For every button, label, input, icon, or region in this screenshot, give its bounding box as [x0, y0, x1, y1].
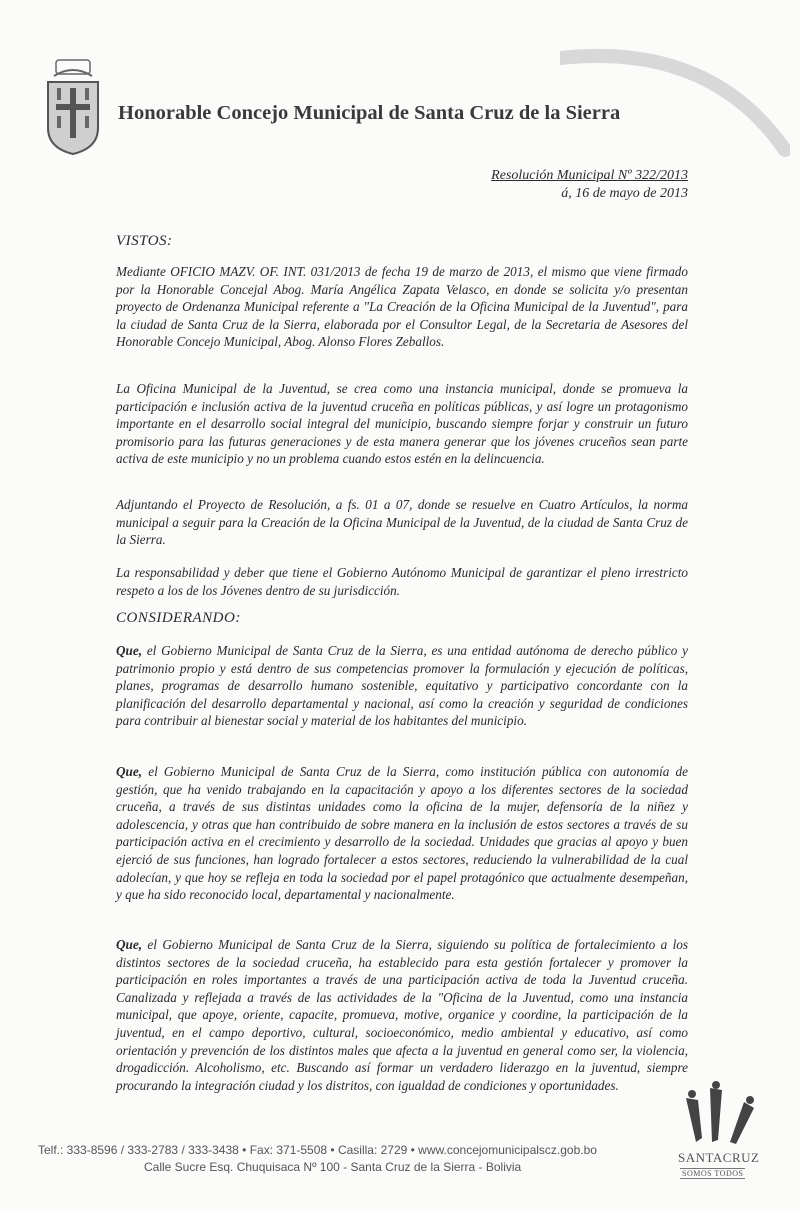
considerando-paragraph-3: [116, 936, 688, 1094]
considerando-text-1: el Gobierno Municipal de Santa Cruz de la Sierra, es una entidad autónoma de derecho público y patrimonio propio y está dentro de sus competencias promover la formulación y ejecución de políticas, planes, programas de desarrollo humano sostenible, equitativo y participativo concordante con la planificación del desarrollo departamental y nacional, así como la creación y seguridad de condiciones para contribuir al bienestar social y material de los habitantes del municipio.: [116, 643, 689, 729]
considerando-paragraph-1: [116, 642, 688, 730]
logo-tagline: SOMOS TODOS: [682, 1169, 744, 1178]
vistos-paragraph-4: La responsabilidad y deber que tiene el Gobierno Autónomo Municipal de garantizar el pleno irrestricto respeto a los de los Jóvenes dentro de su jurisdicción.: [116, 565, 688, 598]
footer-contact-line: Telf.: 333-8596 / 333-2783 / 333-3438 • Fax: 371-5508 • Casilla: 2729 • www.concejomunicipalscz.gob.bo: [38, 1143, 597, 1157]
resolution-block: [491, 167, 688, 203]
footer-contact: [38, 1142, 597, 1176]
que-lead: Que,: [116, 764, 143, 779]
footer-address-line: Calle Sucre Esq. Chuquisaca Nº 100 - Santa Cruz de la Sierra - Bolivia: [144, 1160, 522, 1174]
organization-name: Honorable Concejo Municipal de Santa Cruz de la Sierra: [118, 102, 621, 124]
considerando-text-2: el Gobierno Municipal de Santa Cruz de la Sierra, como institución pública con autonomía de gestión, que ha venido trabajando en la capacitación y apoyo a los diferentes sectores de la sociedad cruceña, a través de sus distintas unidades como la oficina de la mujer, defensoría de la niñez y adolescencia, y otras que han contribuido de sobre manera en la inclusión de estos sectores a través de su participación activa en el crecimiento y desarrollo de la sociedad. Unidades que gracias al apoyo y buen ejerció de sus funciones, han logrado fortalecer a estos sectores, reduciendo la vulnerabilidad de la cual adolecían, y que hoy se refleja en toda la sociedad por el papel protagónico que actualmente desempeñan, y que ha sido reconocido local, departamental y nacionalmente.: [116, 764, 688, 903]
vistos-heading: VISTOS:: [116, 233, 173, 249]
coat-of-arms-icon: [44, 58, 102, 156]
header-swoosh-decoration: [560, 40, 790, 160]
que-lead: Que,: [116, 643, 143, 658]
considerando-paragraph-2: [116, 763, 688, 904]
vistos-paragraph-1: Mediante OFICIO MAZV. OF. INT. 031/2013 de fecha 19 de marzo de 2013, el mismo que viene firmado por la Honorable Concejal Abog. María Angélica Zapata Velasco, en donde se solicita y/o presentan proyecto de Ordenanza Municipal referente a "La Creación de la Oficina Municipal de la Juventud", para la ciudad de Santa Cruz de la Sierra, elaborada por el Consultor Legal, de la Secretaria de Asesores del Honorable Concejo Municipal, Abog. Alonso Flores Zeballos.: [116, 264, 688, 350]
resolution-number: Resolución Municipal Nº 322/2013: [491, 168, 688, 183]
vistos-paragraph-2: La Oficina Municipal de la Juventud, se crea como una instancia municipal, donde se promueva la participación e inclusión activa de la juventud cruceña en políticas públicas, y así logre un protagonismo importante en el desarrollo social integral del municipio, buscando siempre forjar y construir un futuro promisorio para las futuras generaciones y de esta manera generar que los jóvenes cruceños sean parte activa de este municipio y no un problema cuando estos estén en la delincuencia.: [116, 381, 688, 467]
logo-name: SANTACRUZ: [678, 1150, 760, 1165]
resolution-date: á, 16 de mayo de 2013: [561, 186, 688, 201]
vistos-paragraph-3: Adjuntando el Proyecto de Resolución, a fs. 01 a 07, donde se resuelve en Cuatro Artículos, la norma municipal a seguir para la Creación de la Oficina Municipal de la Juventud, de la ciudad de Santa Cruz de la Sierra.: [116, 497, 688, 548]
considerando-heading: CONSIDERANDO:: [116, 610, 241, 626]
considerando-text-3: el Gobierno Municipal de Santa Cruz de la Sierra, siguiendo su política de fortalecimiento a los distintos sectores de la sociedad cruceña, ha establecido para esta gestión fortalecer y promover la participación en roles importantes a través de una participación activa de toda la Juventud cruceña. Canalizada y reflejada a través de las actividades de la "Oficina de la Juventud, como una instancia municipal, que apoye, oriente, capacite, promueva, motive, organice y coordine, la participación de la juventud, en el campo deportivo, cultural, socioeconómico, medio ambiental y educativo, así como orientación y prevención de los distintos males que afecta a la juventud en general como ser, la violencia, drogadicción. Alcoholismo, etc. Buscando así formar un verdadero liderazgo en la juventud, siempre procurando la integración ciudad y los distritos, con igualdad de condiciones y oportunidades.: [116, 937, 689, 1093]
que-lead: Que,: [116, 937, 143, 952]
